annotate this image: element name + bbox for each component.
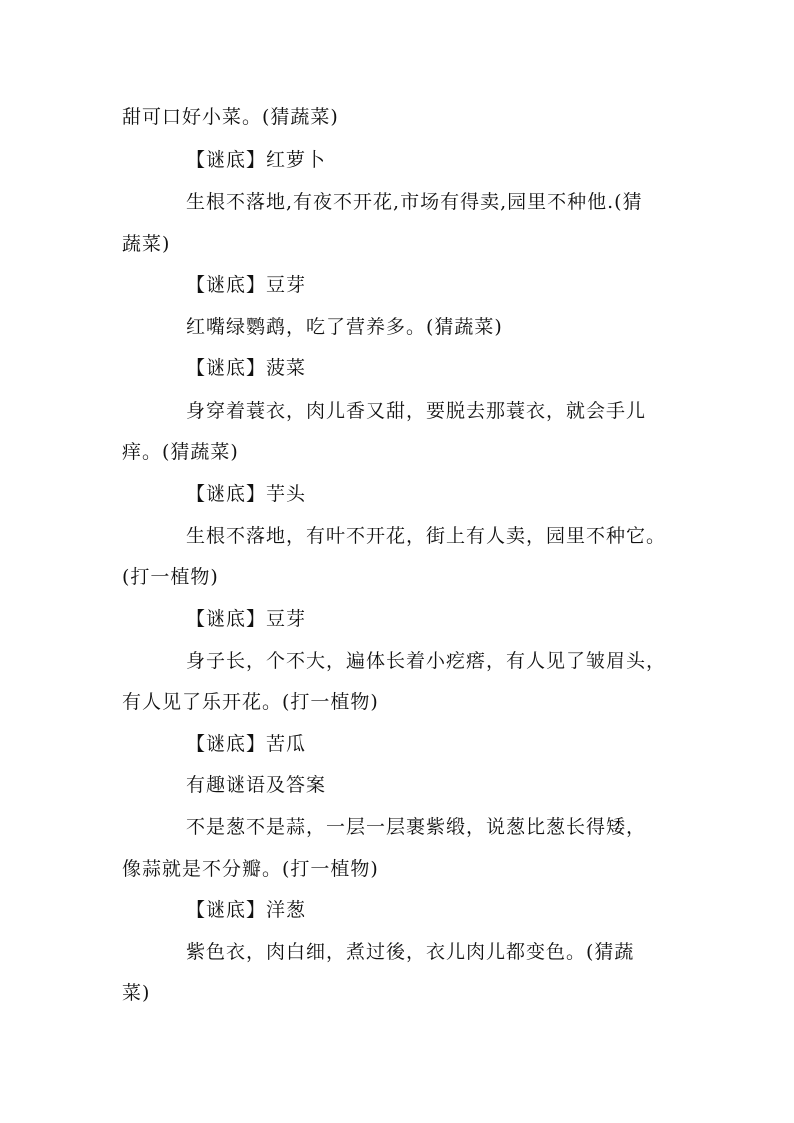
text-line: 菜) <box>122 982 151 1004</box>
section-heading: 有趣谜语及答案 <box>186 774 327 796</box>
riddle-line: 身穿着蓑衣，肉儿香又甜，要脱去那蓑衣，就会手儿 <box>186 400 647 422</box>
answer-line: 【谜底】豆芽 <box>186 274 307 296</box>
answer-line: 【谜底】苦瓜 <box>186 733 307 755</box>
text-line: (打一植物) <box>122 566 219 588</box>
riddle-line: 不是葱不是蒜，一层一层裹紫缎，说葱比葱长得矮， <box>186 816 647 838</box>
riddle-line: 紫色衣，肉白细，煮过後，衣儿肉儿都变色。(猜蔬 <box>186 941 635 963</box>
text-line: 甜可口好小菜。(猜蔬菜) <box>122 106 339 128</box>
text-line: 痒。(猜蔬菜) <box>122 441 239 463</box>
answer-line: 【谜底】红萝卜 <box>186 149 327 171</box>
text-line: 蔬菜) <box>122 233 171 255</box>
text-line: 像蒜就是不分瓣。(打一植物) <box>122 858 379 880</box>
riddle-line: 生根不落地,有夜不开花,市场有得卖,园里不种他.(猜 <box>186 191 643 213</box>
riddle-line: 身子长，个不大，遍体长着小疙瘩，有人见了皱眉头， <box>186 650 667 672</box>
text-line: 有人见了乐开花。(打一植物) <box>122 691 379 713</box>
answer-line: 【谜底】菠菜 <box>186 357 307 379</box>
answer-line: 【谜底】豆芽 <box>186 608 307 630</box>
riddle-line: 红嘴绿鹦鹉，吃了营养多。(猜蔬菜) <box>186 316 503 338</box>
riddle-line: 生根不落地，有叶不开花，街上有人卖，园里不种它。 <box>186 525 667 547</box>
answer-line: 【谜底】洋葱 <box>186 899 307 921</box>
answer-line: 【谜底】芋头 <box>186 483 307 505</box>
